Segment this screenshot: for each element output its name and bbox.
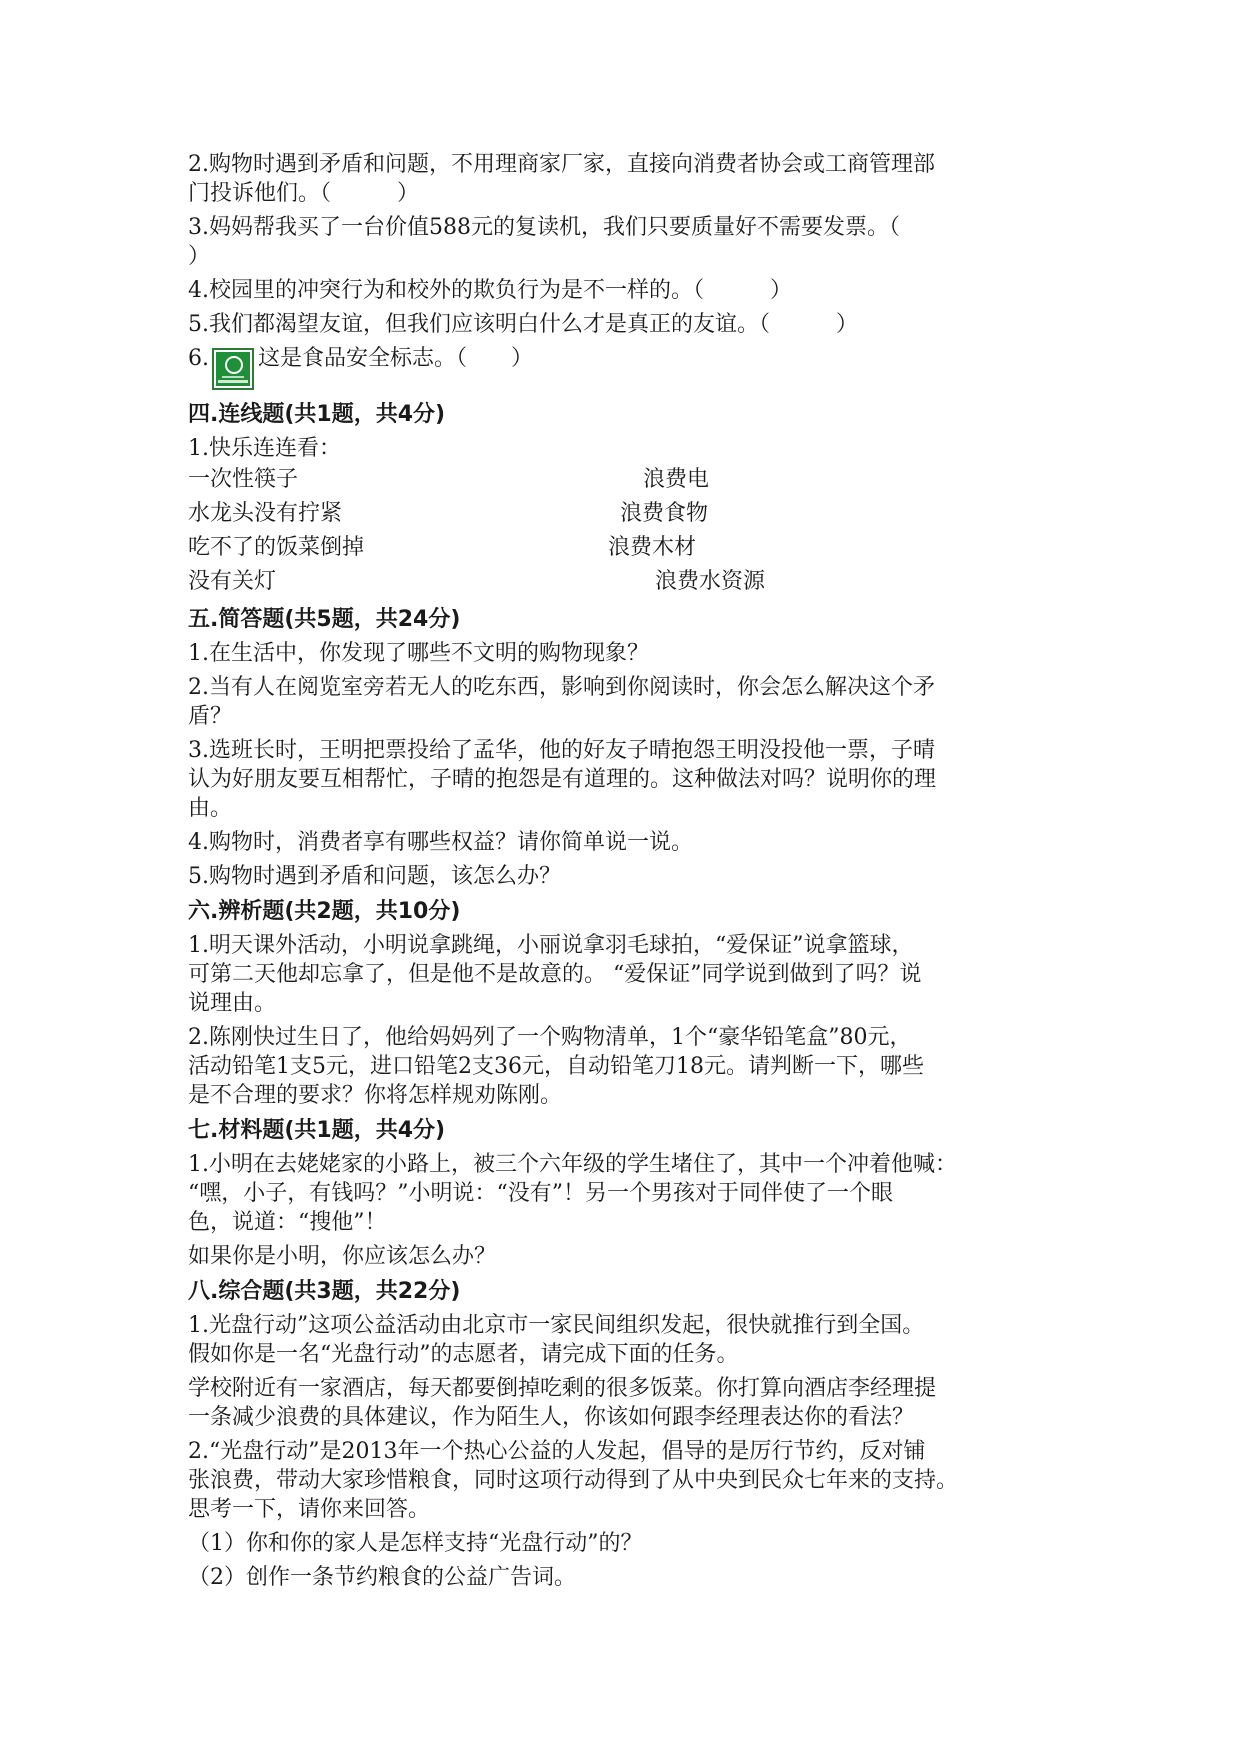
s3-q2-line1: 2.购物时遇到矛盾和问题，不用理商家厂家，直接向消费者协会或工商管理部: [188, 152, 935, 177]
match-right-1: 浪费电: [643, 467, 710, 492]
section7-heading: 七.材料题(共1题，共4分): [188, 1118, 446, 1143]
s3-q2-line2: 门投诉他们。（ ）: [188, 181, 420, 206]
match-left-3: 吃不了的饭菜倒掉: [188, 535, 365, 560]
match-right-4: 浪费水资源: [655, 569, 766, 594]
match-row-1: [188, 463, 1068, 497]
match-right-2: 浪费食物: [620, 501, 709, 526]
match-left-2: 水龙头没有拧紧: [188, 501, 343, 526]
s8-q2-line3: 思考一下，请你来回答。: [188, 1497, 431, 1522]
s8-q1-task-line1: 学校附近有一家酒店，每天都要倒掉吃剩的很多饭菜。你打算向酒店李经理提: [188, 1376, 937, 1401]
s5-q3-line1: 3.选班长时，王明把票投给了孟华，他的好友子晴抱怨王明没投他一票，子晴: [188, 738, 935, 763]
match-right-3: 浪费木材: [608, 535, 697, 560]
match-row-4: [188, 565, 1068, 599]
s5-q4: 4.购物时，消费者享有哪些权益？请你简单说一说。: [188, 830, 693, 855]
s7-q1-line3: 色，说道：“搜他”！: [188, 1210, 387, 1235]
match-left-4: 没有关灯: [188, 569, 277, 594]
section4-heading: 四.连线题(共1题，共4分): [188, 402, 446, 427]
s7-q1-line1: 1.小明在去姥姥家的小路上，被三个六年级的学生堵住了，其中一个冲着他喊：: [188, 1152, 957, 1177]
match-row-3: [188, 531, 1068, 565]
s8-q1-line1: 1.光盘行动”这项公益活动由北京市一家民间组织发起，很快就推行到全国。: [188, 1313, 925, 1338]
s6-q2-line2: 活动铅笔1支5元，进口铅笔2支36元，自动铅笔刀18元。请判断一下，哪些: [188, 1054, 924, 1079]
s5-q2-line2: 盾？: [188, 704, 233, 729]
s5-q3-line2: 认为好朋友要互相帮忙，子晴的抱怨是有道理的。这种做法对吗？说明你的理: [188, 767, 937, 792]
s3-q3-line1: 3.妈妈帮我买了一台价值588元的复读机，我们只要质量好不需要发票。（: [188, 215, 900, 240]
section6-heading: 六.辨析题(共2题，共10分): [188, 899, 461, 924]
section5-heading: 五.简答题(共5题，共24分): [188, 607, 461, 632]
s3-q6: [188, 344, 1068, 392]
s6-q2-line3: 是不合理的要求？你将怎样规劝陈刚。: [188, 1083, 563, 1108]
s6-q2-line1: 2.陈刚快过生日了，他给妈妈列了一个购物清单，1个“豪华铅笔盒”80元，: [188, 1025, 912, 1050]
s5-q1: 1.在生活中，你发现了哪些不文明的购物现象？: [188, 641, 649, 666]
s3-q6-text: 这是食品安全标志。（ ）: [258, 346, 534, 371]
s5-q3-line3: 由。: [188, 796, 233, 821]
s6-q1-line2: 可第二天他却忘拿了，但是他不是故意的。 “爱保证”同学说到做到了吗？说: [188, 962, 922, 987]
s3-q4: 4.校园里的冲突行为和校外的欺负行为是不一样的。（ ）: [188, 278, 792, 303]
s7-question: 如果你是小明，你应该怎么办？: [188, 1244, 497, 1269]
s7-q1-line2: “嘿，小子，有钱吗？”小明说：“没有”！另一个男孩对于同伴使了一个眼: [188, 1181, 893, 1206]
worksheet-page: [188, 150, 1068, 1592]
s5-q2-line1: 2.当有人在阅览室旁若无人的吃东西，影响到你阅读时，你会怎么解决这个矛: [188, 675, 935, 700]
s8-q2-sub2: （2）创作一条节约粮食的公益广告词。: [188, 1565, 576, 1590]
s8-q1-task-line2: 一条减少浪费的具体建议，作为陌生人，你该如何跟李经理表达你的看法？: [188, 1405, 915, 1430]
green-food-logo-icon: [212, 348, 254, 390]
s3-q5: 5.我们都渴望友谊，但我们应该明白什么才是真正的友谊。（ ）: [188, 312, 858, 337]
s8-q2-sub1: （1）你和你的家人是怎样支持“光盘行动”的？: [188, 1531, 643, 1556]
s3-q3-line2: ）: [188, 244, 211, 269]
s6-q1-line3: 说理由。: [188, 991, 277, 1016]
section8-heading: 八.综合题(共3题，共22分): [188, 1279, 461, 1304]
s3-q6-prefix: 6.: [188, 346, 209, 371]
s8-q2-line2: 张浪费，带动大家珍惜粮食，同时这项行动得到了从中央到民众七年来的支持。: [188, 1468, 959, 1493]
s5-q5: 5.购物时遇到矛盾和问题，该怎么办？: [188, 864, 561, 889]
match-left-1: 一次性筷子: [188, 467, 299, 492]
s8-q1-line2: 假如你是一名“光盘行动”的志愿者，请完成下面的任务。: [188, 1342, 739, 1367]
s8-q2-line1: 2.“光盘行动”是2013年一个热心公益的人发起，倡导的是厉行节约，反对铺: [188, 1439, 926, 1464]
s4-q1: 1.快乐连连看：: [188, 436, 341, 461]
match-row-2: [188, 497, 1068, 531]
s6-q1-line1: 1.明天课外活动，小明说拿跳绳，小丽说拿羽毛球拍，“爱保证”说拿篮球，: [188, 933, 914, 958]
